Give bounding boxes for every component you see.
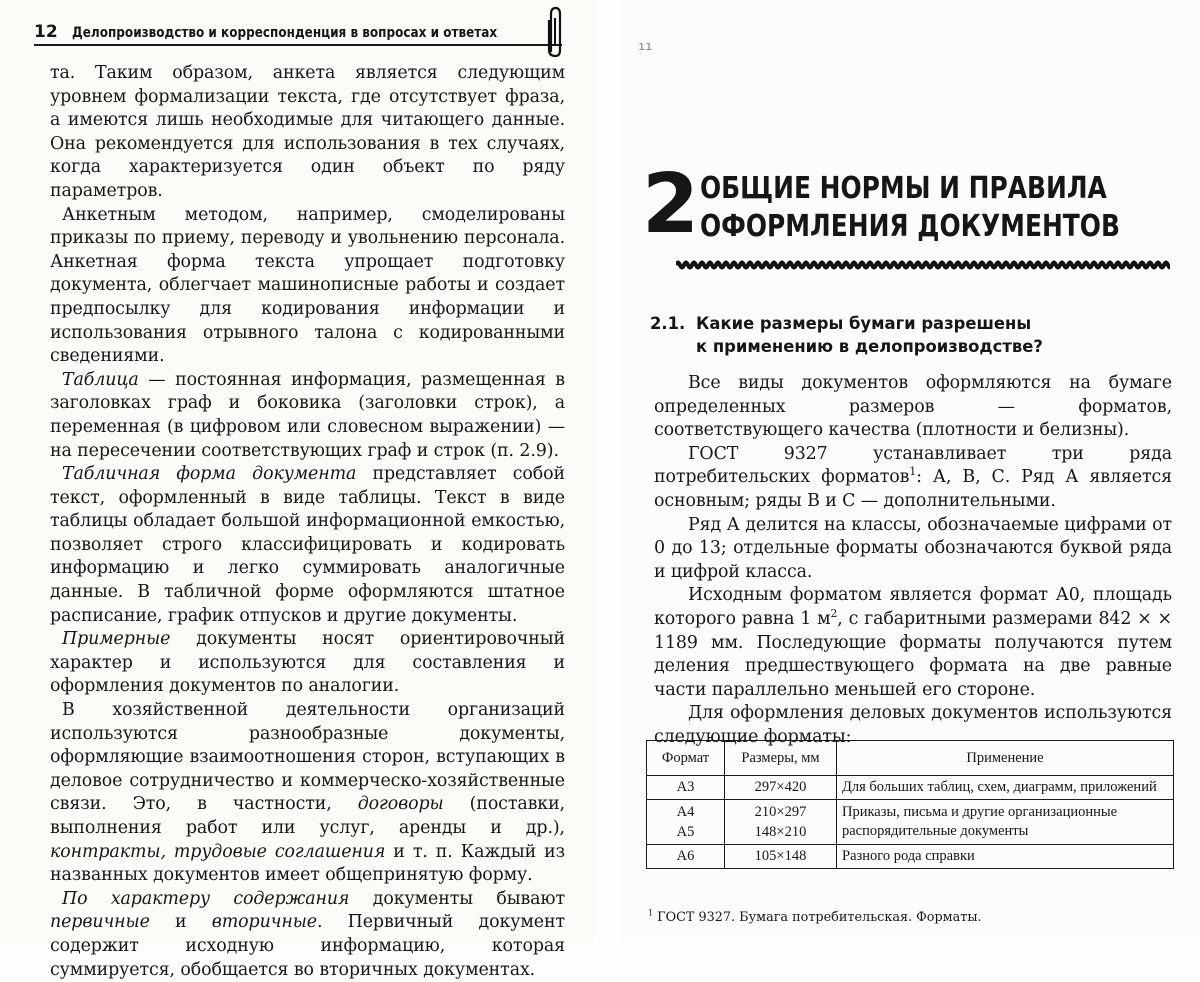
use-cell: Для больших таблиц, схем, диаграмм, приложений [837,776,1174,800]
running-title: Делопроизводство и корреспонденция в вопросах и ответах [71,25,497,41]
section-heading [650,312,1170,358]
page-number: 12 [34,22,58,42]
paragraph: Все виды документов оформляются на бумаге определенных размеров — форматов, соответствующего качества (плотности и белизны). [654,373,1172,441]
format-cell: А3 [647,776,725,800]
size-cell: 210×297 148×210 [725,800,837,845]
chapter-title: ОБЩИЕ НОРМЫ И ПРАВИЛА ОФОРМЛЕНИЯ ДОКУМЕНТОВ [700,171,1120,244]
format-cell: А6 [647,845,725,869]
footnote-mark: 1 [648,908,654,918]
table-row [647,800,1174,845]
paper-clip-icon [546,6,564,58]
table-header-cell: Формат [647,741,725,776]
paragraph: Для оформления деловых документов используются следующие форматы: [654,703,1172,747]
left-page [0,0,595,980]
section-title-line1: Какие размеры бумаги разрешены [696,314,1032,333]
format-cell: А4 А5 [647,800,725,845]
paragraph: та. Таким образом, анкета является следующим уровнем формализации текста, где отсутствует фраза, а имеются лишь необходимые для читающего данные. Она рекомендуется для использования в тех случаях, когда характеризуется один объект по ряду параметров. [50,63,565,201]
table-row [647,776,1174,800]
right-body-text [654,372,1172,750]
paragraph: В хозяйственной деятельности организаций используются разнообразные документы, оформляющие взаимоотношения сторон, вступающих в деловое сотрудничество и коммерческо-хозяйственные связи. Это, в частности, договоры (поставки, выполнения работ или услуг, аренды и др.), контракты, трудовые соглашения и т. п. Каждый из названных документов имеет общепринятую форму. [50,700,565,886]
size-cell: 297×420 [725,776,837,800]
paragraph: Ряд А делится на классы, обозначаемые цифрами от 0 до 13; отдельные форматы обозначаются буквой ряда и цифрой класса. [654,514,1172,582]
paragraph: Таблица — постоянная информация, размещенная в заголовках граф и боковика (заголовки строк), а переменная (в цифровом или словесном выражении) — на пересечении соответствующих граф и строк (п. 2.9). [50,369,565,461]
wavy-divider [676,260,1170,270]
paper-formats-table [646,740,1174,869]
table-header-cell: Применение [837,741,1174,776]
footnote-text: ГОСТ 9327. Бумага потребительская. Форматы. [653,910,982,925]
left-body-text [50,62,565,982]
size-cell: 105×148 [725,845,837,869]
section-title-line2: к применению в делопроизводстве? [696,337,1043,356]
paragraph: Исходным форматом является формат А0, площадь которого равна 1 $м^2$, с габаритными размерами 842 × × 1189 мм. Последующие форматы получаются путем деления предшествующего формата на две равные части параллельно меньшей его стороне. [654,585,1172,700]
margin-mark: ¹¹ [638,40,653,61]
paragraph: Анкетным методом, например, смоделированы приказы по приему, переводу и увольнению персонала. Анкетная форма текста упрощает подготовку документа, облегчает машинописные работы и создает предпосылку для кодирования информации и использования отрывного талона с кодированными сведениями. [50,204,565,367]
right-page [620,0,1200,943]
table-row [647,845,1174,869]
table-header-cell: Размеры, мм [725,741,837,776]
chapter-number: 2 [642,157,700,252]
paragraph: По характеру содержания документы бывают первичные и вторичные. Первичный документ содержит исходную информацию, которая суммируется, обобщается во вторичных документах. [50,888,565,980]
paragraph: Примерные документы носят ориентировочный характер и используются для составления и оформления документов по аналогии. [50,629,565,697]
chapter-heading [642,157,1182,260]
table-header-row [647,741,1174,776]
section-number: 2.1. [650,314,686,333]
running-head [34,14,562,46]
use-cell: Приказы, письма и другие организационные распорядительные документы [837,800,1174,845]
paragraph: ГОСТ 9327 устанавливает три ряда потребительских форматов$^1$: А, В, С. Ряд А является основным; ряды В и С — дополнительными. [654,443,1172,511]
use-cell: Разного рода справки [837,845,1174,869]
footnote [648,904,1168,925]
paragraph: Табличная форма документа представляет собой текст, оформленный в виде таблицы. Текст в виде таблицы обладает большой информационной емкостью, позволяет строго классифицировать и кодировать информацию и легко суммировать аналогичные данные. В табличной форме оформляются штатное расписание, график отпусков и другие документы. [50,464,566,626]
